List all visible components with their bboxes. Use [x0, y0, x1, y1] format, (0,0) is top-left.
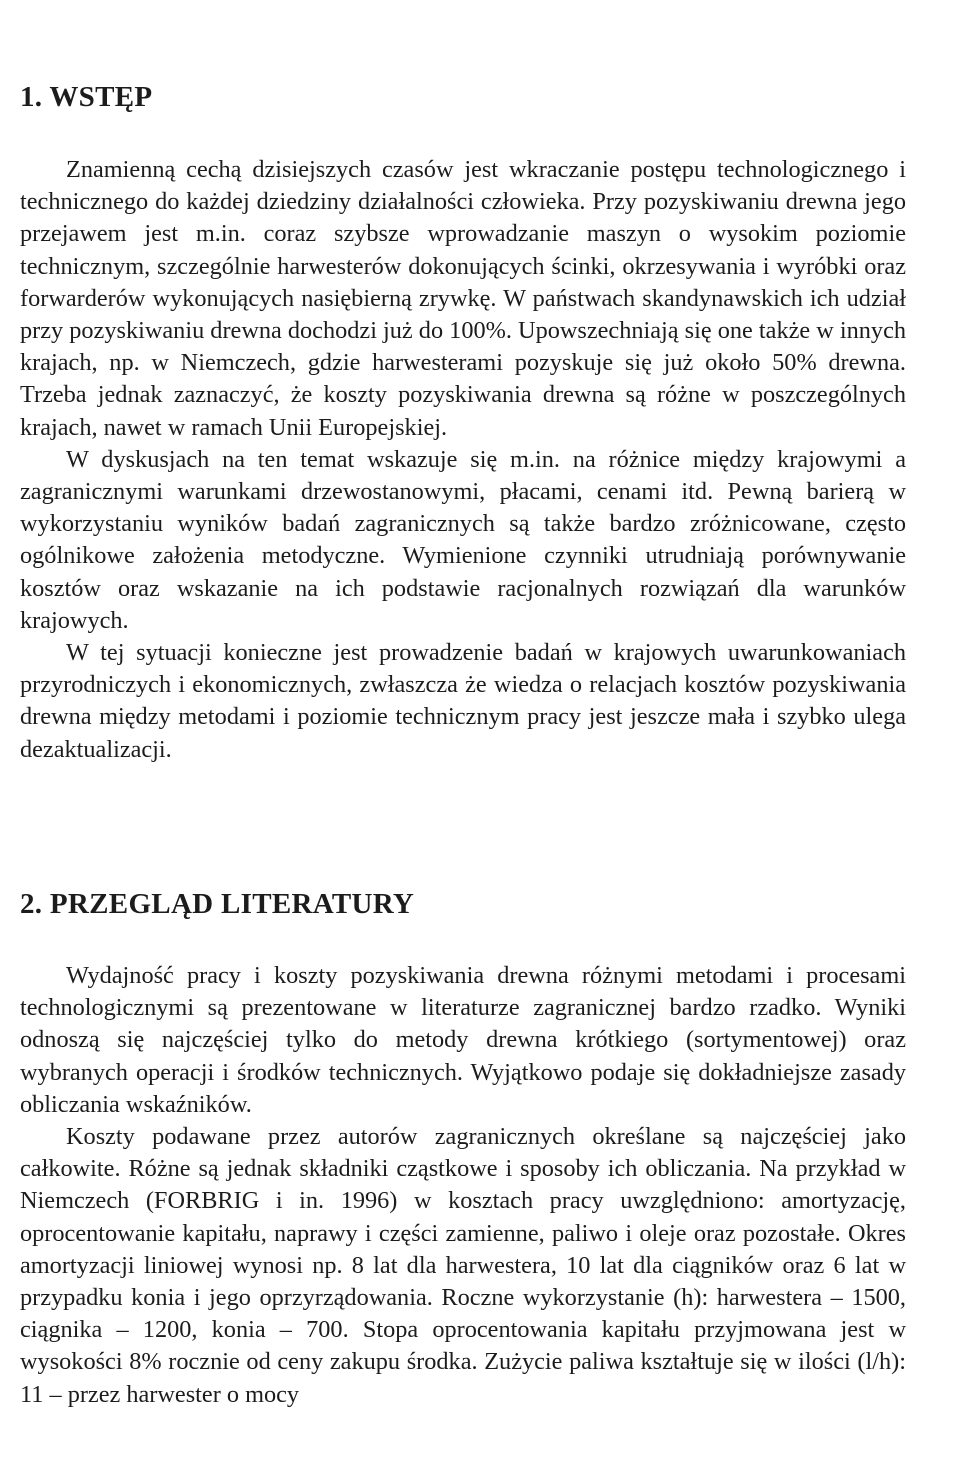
paragraph: W dyskusjach na ten temat wskazuje się m.in. na różnice między krajowymi a zagranicznymi warunkami drzewostanowymi, płacami, cenami itd. Pewną barierą w wykorzystaniu wyników badań zagranicznych są także bardzo zróżnicowane, często ogólnikowe założenia metodyczne. Wymienione czynniki utrudniają porównywanie kosztów oraz wskazanie na ich podstawie racjonalnych rozwiązań dla warunków krajowych. [20, 445, 906, 634]
section-body-przeglad-literatury [20, 960, 906, 1411]
paragraph: Wydajność pracy i koszty pozyskiwania drewna różnymi metodami i procesami technologicznymi są prezentowane w literaturze zagranicznej bardzo rzadko. Wyniki odnoszą się najczęściej tylko do metody drewna krótkiego (sortymentowej) oraz wybranych operacji i środków technicznych. Wyjątkowo podaje się dokładniejsze zasady obliczania wskaźników. [20, 962, 906, 1118]
paragraph: Znamienną cechą dzisiejszych czasów jest wkraczanie postępu technologicznego i technicznego do każdej dziedziny działalności człowieka. Przy pozyskiwaniu drewna jego przejawem jest m.in. coraz szybsze wprowadzanie maszyn o wysokim poziomie technicznym, szczególnie harwesterów dokonujących ścinki, okrzesywania i wyróbki oraz forwarderów wykonujących nasiębierną zrywkę. W państwach skandynawskich ich udział przy pozyskiwaniu drewna dochodzi już do 100%. Upowszechniają się one także w innych krajach, np. w Niemczech, gdzie harwesterami pozyskuje się już około 50% drewna. Trzeba jednak zaznaczyć, że koszty pozyskiwania drewna są różne w poszczególnych krajach, nawet w ramach Unii Europejskiej. [20, 156, 906, 441]
paragraph: W tej sytuacji konieczne jest prowadzenie badań w krajowych uwarunkowaniach przyrodniczych i ekonomicznych, zwłaszcza że wiedza o relacjach kosztów pozyskiwania drewna między metodami i poziomie technicznym pracy jest jeszcze mała i szybko ulega dezaktualizacji. [20, 639, 906, 763]
section-heading-przeglad-literatury: 2. PRZEGLĄD LITERATURY [20, 888, 415, 920]
paragraph: Koszty podawane przez autorów zagranicznych określane są najczęściej jako całkowite. Różne są jednak składniki cząstkowe i sposoby ich obliczania. Na przykład w Niemczech (FORBRIG i in. 1996) w kosztach pracy uwzględniono: amortyzację, oprocentowanie kapitału, naprawy i części zamienne, paliwo i oleje oraz pozostałe. Okres amortyzacji liniowej wynosi np. 8 lat dla harwestera, 10 lat dla ciągników oraz 6 lat w przypadku konia i jego oprzyrządowania. Roczne wykorzystanie (h): harwestera – 1500, ciągnika – 1200, konia – 700. Stopa oprocentowania kapitału przyjmowana jest w wysokości 8% rocznie od ceny zakupu środka. Zużycie paliwa kształtuje się w ilości (l/h): 11 – przez harwester o mocy [20, 1123, 906, 1408]
section-body-wstep [20, 154, 906, 766]
section-heading-wstep: 1. WSTĘP [20, 81, 153, 113]
